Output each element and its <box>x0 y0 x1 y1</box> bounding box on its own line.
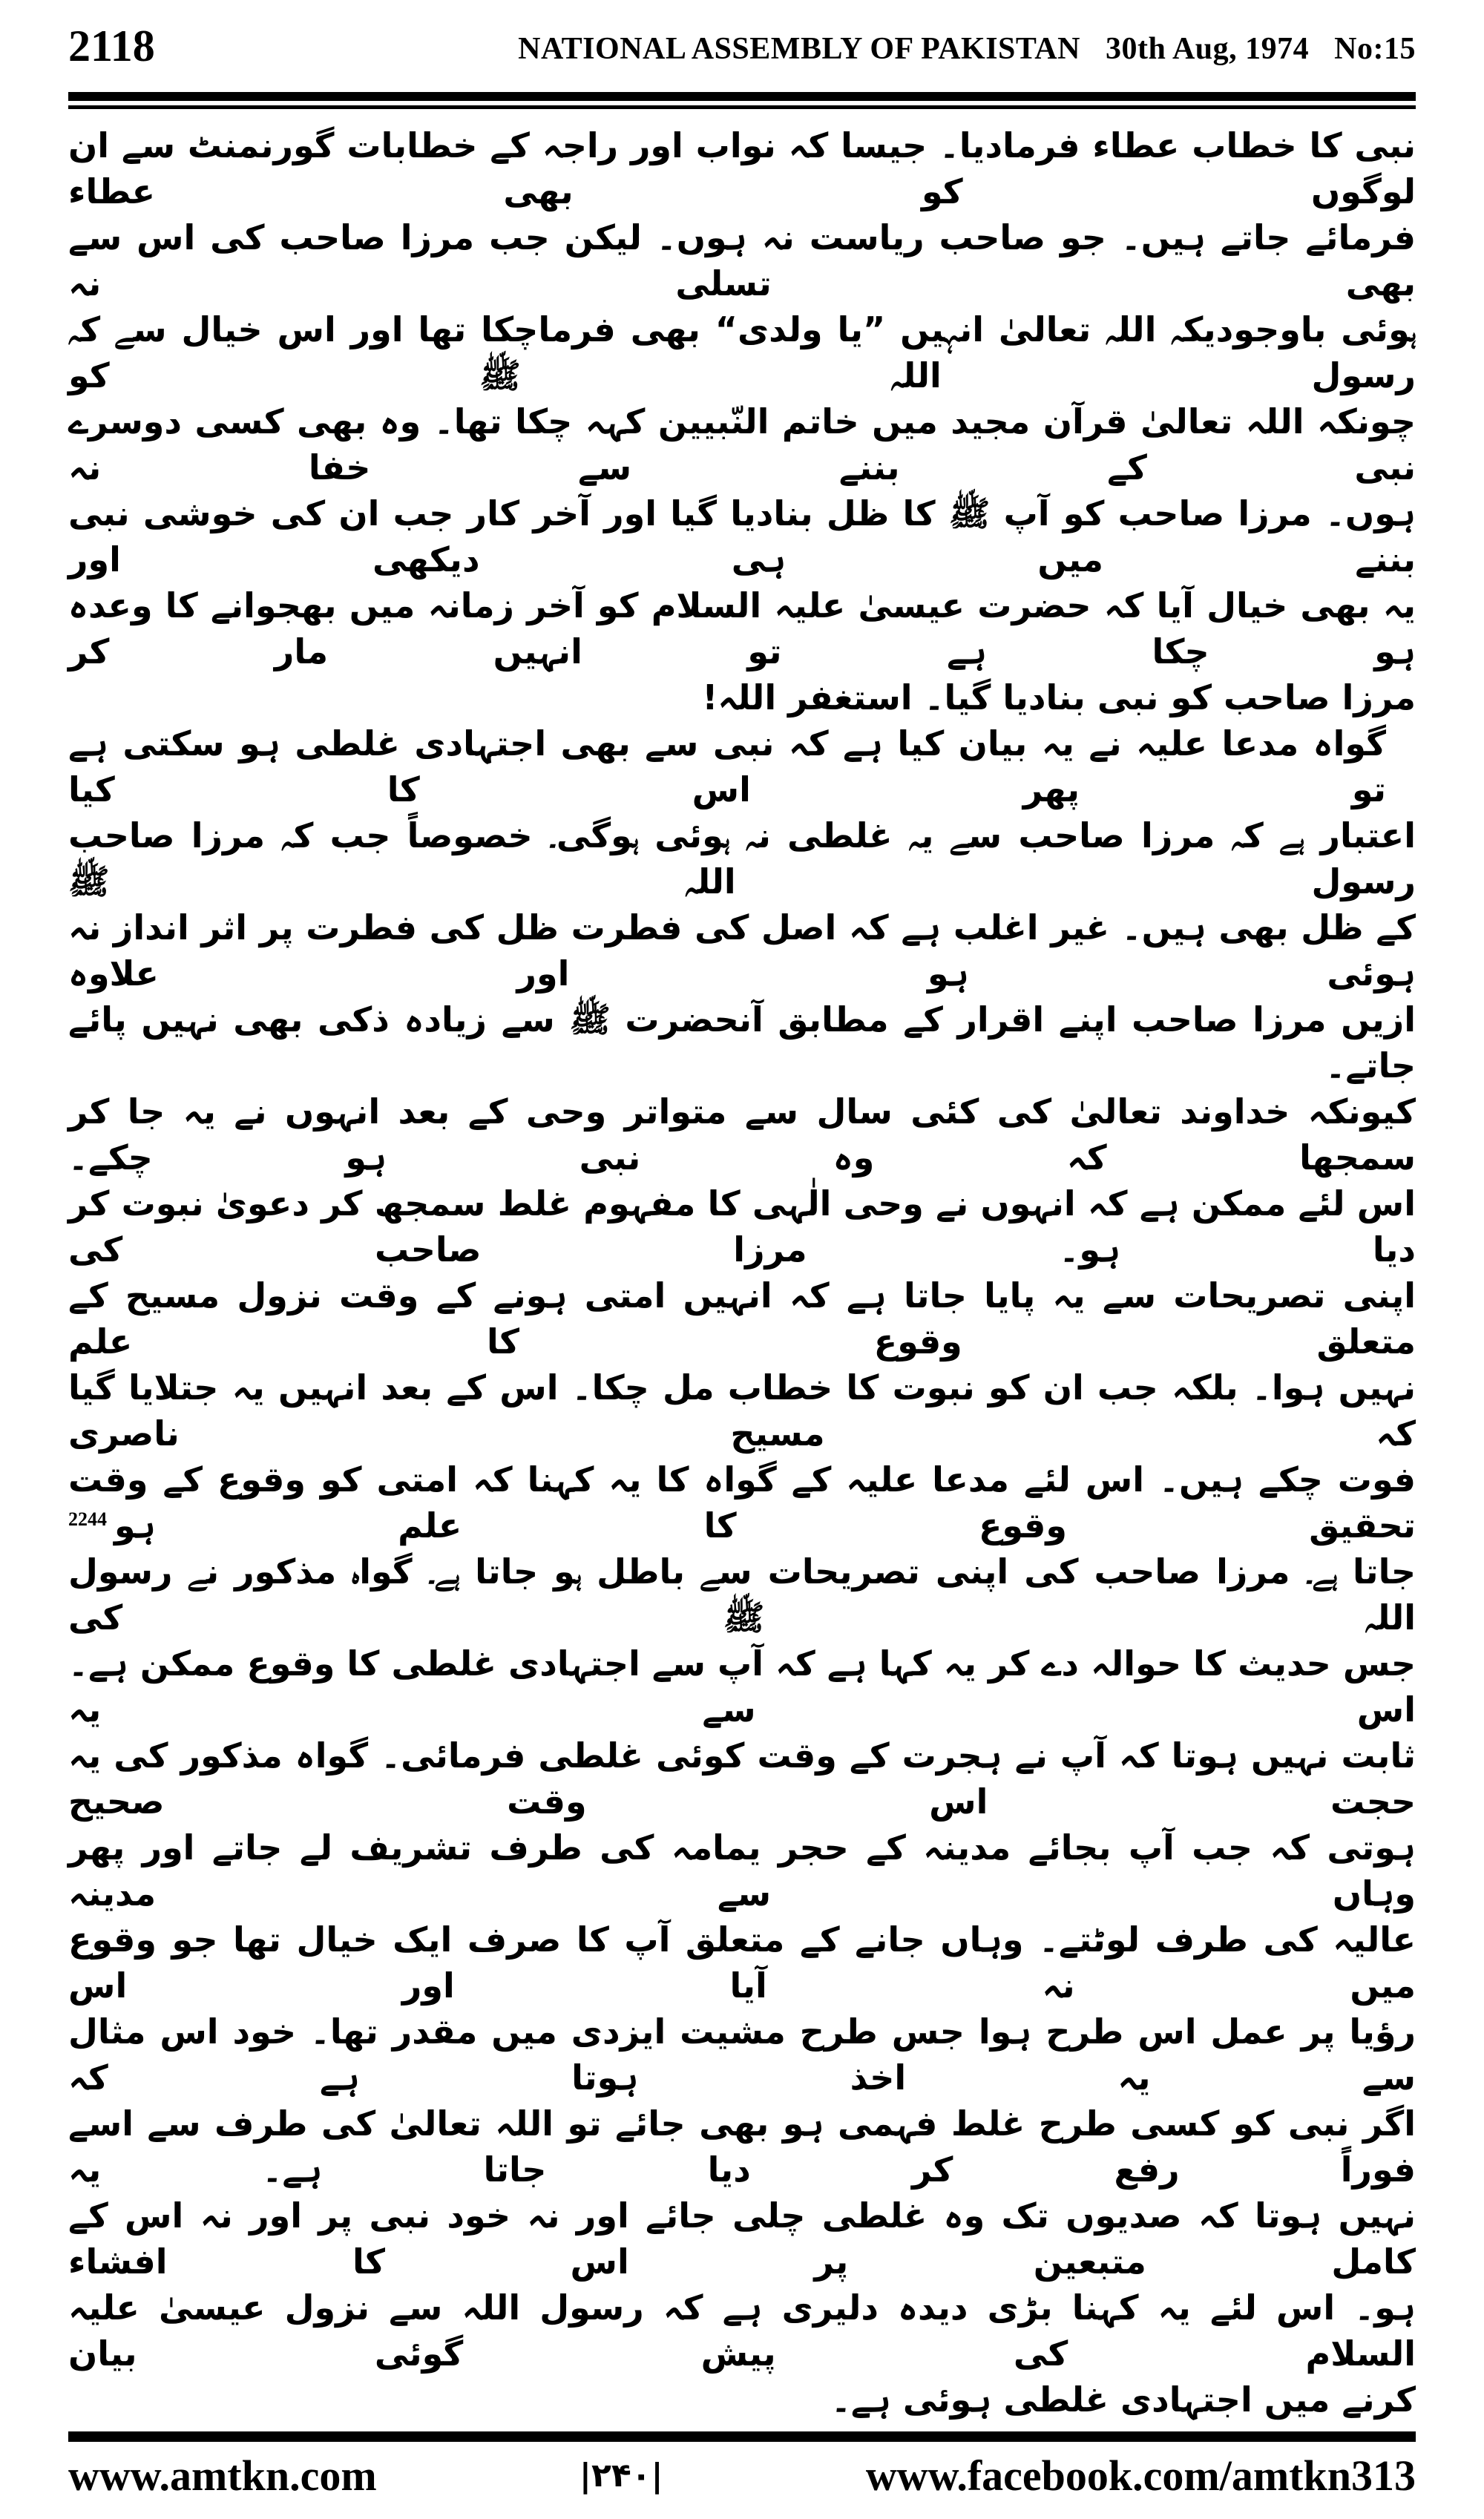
footer-facebook-link[interactable]: www.facebook.com/amtkn313 <box>865 2451 1416 2500</box>
text-line <box>68 2101 1416 2193</box>
text-line <box>68 2377 1416 2423</box>
text-line-content: کے ظل بھی ہیں۔ غیر اغلب ہے کہ اصل کی فطرت ظل کی فطرت پر اثر انداز نہ ہوئی ہو اور علاوہ <box>68 907 1416 994</box>
text-line-content: کیونکہ خداوند تعالیٰ کی کئی سال سے متواتر وحی کے بعد انہوں نے یہ جا کر سمجھا کہ وہ نبی ہو چکے۔ <box>68 1091 1416 1178</box>
text-line-content: مرزا صاحب کو نبی بنادیا گیا۔ استغفر اللہ! <box>702 677 1416 717</box>
text-line-content: نہیں ہوا۔ بلکہ جب ان کو نبوت کا خطاب مل چکا۔ اس کے بعد انہیں یہ جتلایا گیا کہ مسیح ناصری <box>68 1367 1416 1454</box>
text-line-content: جس حدیث کا حوالہ دے کر یہ کہا ہے کہ آپ سے اجتہادی غلطی کا وقوع ممکن ہے۔ اس سے یہ <box>68 1643 1416 1730</box>
text-line <box>68 490 1416 582</box>
text-line <box>68 1825 1416 1917</box>
text-line-content: فرمائے جاتے ہیں۔ جو صاحب ریاست نہ ہوں۔ لیکن جب مرزا صاحب کی اس سے بھی تسلی نہ <box>68 217 1416 303</box>
text-line-content: ہوئی باوجودیکہ اللہ تعالیٰ انہیں ”یا ولدی“ بھی فرماچکا تھا اور اس خیال سے کہ رسول اللہ ﷺ کو <box>68 309 1416 395</box>
footnote-marker: 2244 <box>68 1508 107 1530</box>
text-line-content: گواہ مدعا علیہ نے یہ بیان کیا ہے کہ نبی سے بھی اجتہادی غلطی ہو سکتی ہے تو پھر اس کا کیا <box>68 723 1386 809</box>
text-line <box>68 812 1416 904</box>
text-line <box>68 904 1416 996</box>
text-line-content: جاتا ہے۔ مرزا صاحب کی اپنی تصریحات سے باطل ہو جاتا ہے۔ گواہ مذکور نے رسول اللہ ﷺ کی <box>68 1551 1416 1638</box>
text-line <box>68 1180 1416 1272</box>
text-line <box>68 398 1416 490</box>
text-line-content: اس لئے ممکن ہے کہ انہوں نے وحی الٰہی کا مفہوم غلط سمجھ کر دعویٰ نبوت کر دیا ہو۔ مرزا صاحب کی <box>68 1183 1416 1270</box>
document-body <box>68 122 1416 2423</box>
page-footer <box>68 2449 1416 2501</box>
text-line <box>68 2285 1416 2377</box>
header-title-block <box>493 31 1416 67</box>
text-line <box>68 1917 1416 2009</box>
page-number: 2118 <box>68 22 155 70</box>
text-line <box>68 1088 1416 1180</box>
text-line <box>68 1548 1416 1641</box>
text-line-content: ثابت نہیں ہوتا کہ آپ نے ہجرت کے وقت کوئی غلطی فرمائی۔ گواہ مذکور کی یہ حجت اس وقت صحیح <box>68 1735 1416 1822</box>
text-line-content: ہوتی کہ جب آپ بجائے مدینہ کے حجر یمامہ کی طرف تشریف لے جاتے اور پھر وہاں سے مدینہ <box>68 1827 1416 1914</box>
text-line <box>68 996 1416 1088</box>
footer-website-link[interactable]: www.amtkn.com <box>68 2451 377 2500</box>
text-line-content: نبی کا خطاب عطاء فرمادیا۔ جیسا کہ نواب اور راجہ کے خطابات گورنمنٹ سے ان لوگوں کو بھی عطاء <box>68 125 1416 211</box>
text-line-content: ازیں مرزا صاحب اپنے اقرار کے مطابق آنحضرت ﷺ سے زیادہ ذکی بھی نہیں پائے جاتے۔ <box>68 999 1416 1086</box>
text-line-content: عالیہ کی طرف لوٹتے۔ وہاں جانے کے متعلق آپ کا صرف ایک خیال تھا جو وقوع میں نہ آیا اور اس <box>68 1919 1416 2006</box>
text-line-content: فوت چکے ہیں۔ اس لئے مدعا علیہ کے گواہ کا یہ کہنا کہ امتی کو وقوع کے وقت تحقیق وقوع کا علم ہو <box>68 1459 1416 1546</box>
text-line <box>68 1364 1416 1456</box>
text-line <box>68 122 1416 214</box>
text-line <box>68 214 1416 306</box>
text-line-content: نہیں ہوتا کہ صدیوں تک وہ غلطی چلی جائے اور نہ خود نبی پر اور نہ اس کے کامل متبعین پر اس کا افشاء <box>68 2195 1416 2282</box>
page-header <box>68 21 1416 80</box>
text-line-content: اپنی تصریحات سے یہ پایا جاتا ہے کہ انہیں امتی ہونے کے وقت نزول مسیح کے متعلق وقوع کا علم <box>68 1275 1416 1362</box>
text-line <box>68 674 1416 720</box>
text-line-content: یہ بھی خیال آیا کہ حضرت عیسیٰ علیہ السلام کو آخر زمانہ میں بھجوانے کا وعدہ ہو چکا ہے تو انہیں مار کر <box>68 585 1416 671</box>
text-line-content: ہوں۔ مرزا صاحب کو آپ ﷺ کا ظل بنادیا گیا اور آخر کار جب ان کی خوشی نبی بننے میں ہی دیکھی اور <box>68 493 1416 579</box>
text-line <box>68 720 1416 812</box>
footer-rule <box>68 2431 1416 2442</box>
text-line <box>68 2193 1416 2285</box>
header-date: 30th Aug, 1974 <box>1105 32 1310 66</box>
text-line-content: اعتبار ہے کہ مرزا صاحب سے یہ غلطی نہ ہوئی ہوگی۔ خصوصاً جب کہ مرزا صاحب رسول اللہ ﷺ <box>68 815 1416 901</box>
text-line-content: رؤیا پر عمل اس طرح ہوا جس طرح مشیت ایزدی میں مقدر تھا۔ خود اس مثال سے یہ اخذ ہوتا ہے کہ <box>68 2011 1416 2098</box>
header-title: NATIONAL ASSEMBLY OF PAKISTAN <box>518 32 1080 66</box>
text-line <box>68 1456 1416 1548</box>
text-line <box>68 2009 1416 2101</box>
text-line-content: اگر نبی کو کسی طرح غلط فہمی ہو بھی جائے تو اللہ تعالیٰ کی طرف سے اسے فوراً رفع کر دیا جاتا ہے۔ یہ <box>68 2103 1416 2190</box>
text-line-content: ہو۔ اس لئے یہ کہنا بڑی دیدہ دلیری ہے کہ رسول اللہ سے نزول عیسیٰ علیہ السلام کی پیش گوئی بیان <box>68 2288 1416 2374</box>
header-issue: No:15 <box>1334 32 1416 66</box>
text-line-content: کرنے میں اجتہادی غلطی ہوئی ہے۔ <box>830 2380 1416 2420</box>
text-line-content: چونکہ اللہ تعالیٰ قرآن مجید میں خاتم النّبیین کہہ چکا تھا۔ وہ بھی کسی دوسرے نبی کے بننے سے خفا نہ <box>68 401 1416 487</box>
header-rule-thin <box>68 105 1416 109</box>
text-line <box>68 1641 1416 1733</box>
text-line <box>68 1733 1416 1825</box>
header-rule-thick <box>68 92 1416 101</box>
text-line <box>68 582 1416 674</box>
footer-page-marker: |۲۴۰| <box>579 2456 663 2495</box>
text-line <box>68 1272 1416 1364</box>
text-line <box>68 306 1416 398</box>
